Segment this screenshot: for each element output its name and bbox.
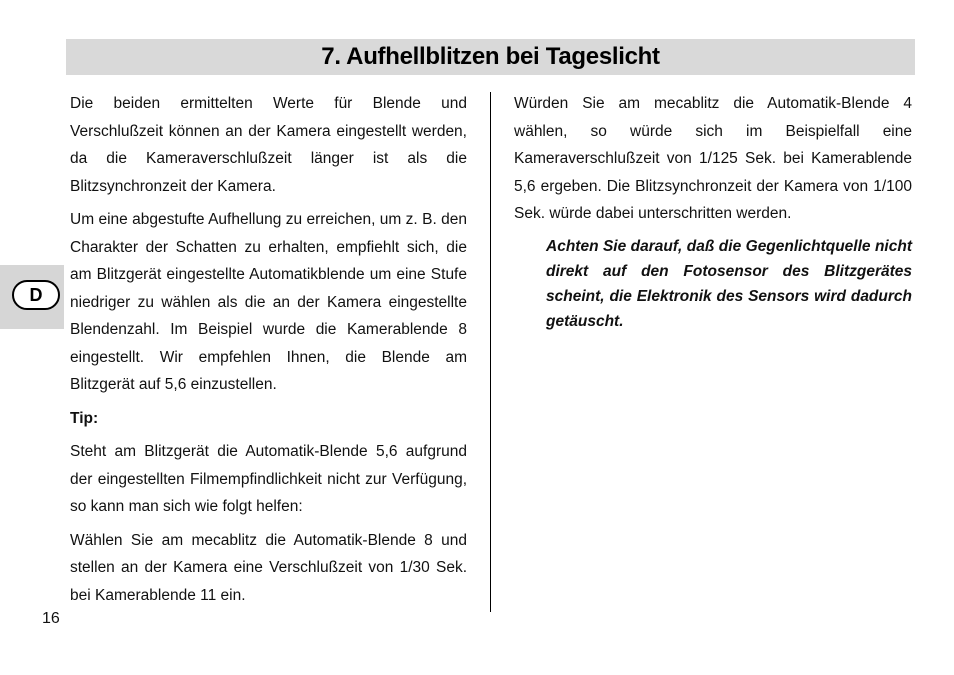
language-badge: D: [12, 280, 60, 310]
left-paragraph-3: Steht am Blitzgerät die Automatik-Blende 5,6 aufgrund der eingestellten Filmempfindlichkeit nicht zur Verfügung, so kann man sich wie folgt helfen:: [70, 443, 467, 515]
page-number: 16: [42, 610, 60, 627]
tip-heading: Tip:: [70, 409, 99, 427]
left-paragraph-2: Um eine abgestufte Aufhellung zu erreichen, um z. B. den Charakter der Schatten zu erhalten, empfiehlt sich, die am Blitzgerät eingestellte Automatikblende um eine Stufe niedriger zu wählen als die an der Kamera eingestellte Blendenzahl. Im Beispiel wurde die Kamerablende 8 eingestellt. Wir empfehlen Ihnen, die Blende am Blitzgerät auf 5,6 einzustellen.: [70, 211, 467, 393]
right-column: [514, 90, 912, 334]
left-column: [70, 90, 467, 615]
warning-note: Achten Sie darauf, daß die Gegenlichtquelle nicht direkt auf den Fotosensor des Blitzgerätes scheint, die Elektronik des Sensors wird dadurch getäuscht.: [546, 237, 912, 330]
column-divider: [490, 92, 491, 612]
section-title: 7. Aufhellblitzen bei Tageslicht: [321, 43, 660, 70]
left-paragraph-1: Die beiden ermittelten Werte für Blende und Verschlußzeit können an der Kamera eingestellt werden, da die Kameraverschlußzeit länger ist als die Blitzsynchronzeit der Kamera.: [70, 95, 467, 195]
right-paragraph-1: Würden Sie am mecablitz die Automatik-Blende 4 wählen, so würde sich im Beispielfall eine Kameraverschlußzeit von 1/125 Sek. bei Kamerablende 5,6 ergeben. Die Blitzsynchronzeit der Kamera von 1/100 Sek. würde dabei unterschritten werden.: [514, 95, 912, 222]
left-paragraph-4: Wählen Sie am mecablitz die Automatik-Blende 8 und stellen an der Kamera eine Verschlußzeit von 1/30 Sek. bei Kamerablende 11 ein.: [70, 531, 467, 604]
section-title-bar: [66, 39, 915, 75]
